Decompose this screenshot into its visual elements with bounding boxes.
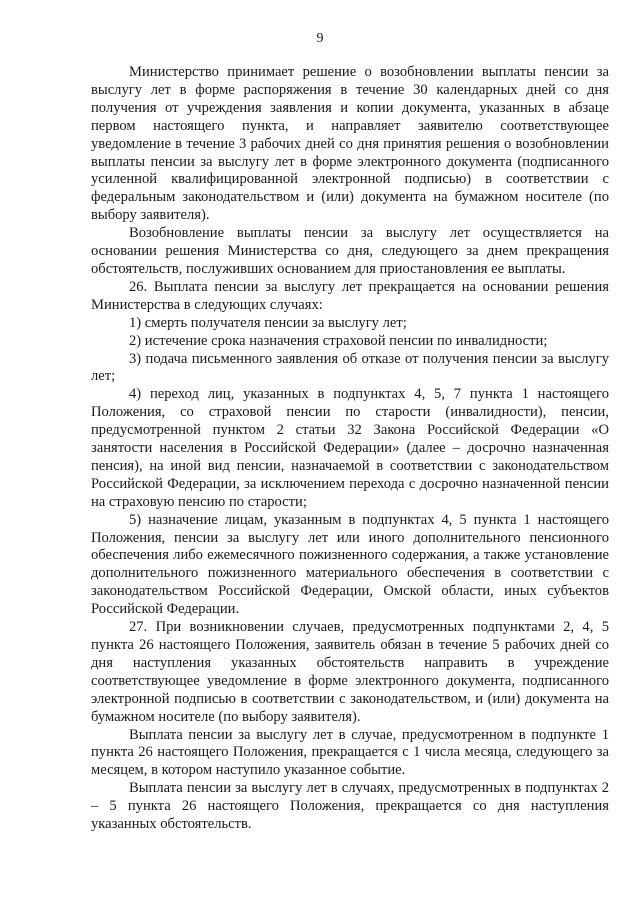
paragraph-clause-26-item-5: 5) назначение лицам, указанным в подпунктах 4, 5 пункта 1 настоящего Положения, пенсии за выслугу лет или иного дополнительного пенсионного обеспечения либо ежемесячного пожизненного содержания, а также установление дополнительного пожизненного материального обеспечения в соответствии с законодательством Российской Федерации, Омской области, иных субъектов Российской Федерации. bbox=[91, 511, 609, 618]
paragraph-resumption-decision: Министерство принимает решение о возобновлении выплаты пенсии за выслугу лет в форме распоряжения в течение 30 календарных дней со дня получения от учреждения заявления и копии документа, указанных в абзаце первом настоящего пункта, и направляет заявителю соответствующее уведомление в течение 3 рабочих дней со дня принятия решения о возобновлении выплаты пенсии за выслугу лет в форме электронного документа (подписанного усиленной квалифицированной электронной подписью) в соответствии с федеральным законодательством и (или) документа на бумажном носителе (по выбору заявителя). bbox=[91, 64, 609, 224]
document-body bbox=[91, 64, 609, 834]
paragraph-clause-26-item-2: 2) истечение срока назначения страховой пенсии по инвалидности; bbox=[129, 332, 548, 349]
paragraph-termination-other-cases: Выплата пенсии за выслугу лет в случаях, предусмотренных в подпунктах 2 – 5 пункта 26 настоящего Положения, прекращается со дня наступления указанных обстоятельств. bbox=[91, 780, 609, 833]
paragraph-clause-26-item-1: 1) смерть получателя пенсии за выслугу лет; bbox=[129, 314, 407, 331]
paragraph-resumption-effective-date: Возобновление выплаты пенсии за выслугу лет осуществляется на основании решения Министерства со дня, следующего за днем прекращения обстоятельств, послуживших основанием для приостановления ее выплаты. bbox=[91, 225, 609, 277]
page-number: 9 bbox=[316, 31, 324, 46]
paragraph-clause-26-item-3: 3) подача письменного заявления об отказе от получения пенсии за выслугу лет; bbox=[91, 350, 609, 385]
paragraph-termination-death: Выплата пенсии за выслугу лет в случае, предусмотренном в подпункте 1 пункта 26 настоящего Положения, прекращается с 1 числа месяца, следующего за месяцем, в котором наступило указанное событие. bbox=[91, 726, 609, 779]
paragraph-clause-27: 27. При возникновении случаев, предусмотренных подпунктами 2, 4, 5 пункта 26 настоящего Положения, заявитель обязан в течение 5 рабочих дней со дня наступления указанных обстоятельств направить в учреждение соответствующее уведомление в форме электронного документа, подписанного электронной подписью в соответствии с законодательством, и (или) документа на бумажном носителе (по выбору заявителя). bbox=[91, 619, 609, 725]
paragraph-clause-26-item-4: 4) переход лиц, указанных в подпунктах 4, 5, 7 пункта 1 настоящего Положения, со страховой пенсии по старости (инвалидности), пенсии, предусмотренной пунктом 2 статьи 32 Закона Российской Федерации «О занятости населения в Российской Федерации» (далее – досрочно назначенная пенсия), на иной вид пенсии, назначаемой в соответствии с законодательством Российской Федерации, за исключением перехода с досрочно назначенной пенсии на страховую пенсию по старости; bbox=[91, 386, 609, 510]
paragraph-clause-26: 26. Выплата пенсии за выслугу лет прекращается на основании решения Министерства в следующих случаях: bbox=[91, 278, 609, 313]
